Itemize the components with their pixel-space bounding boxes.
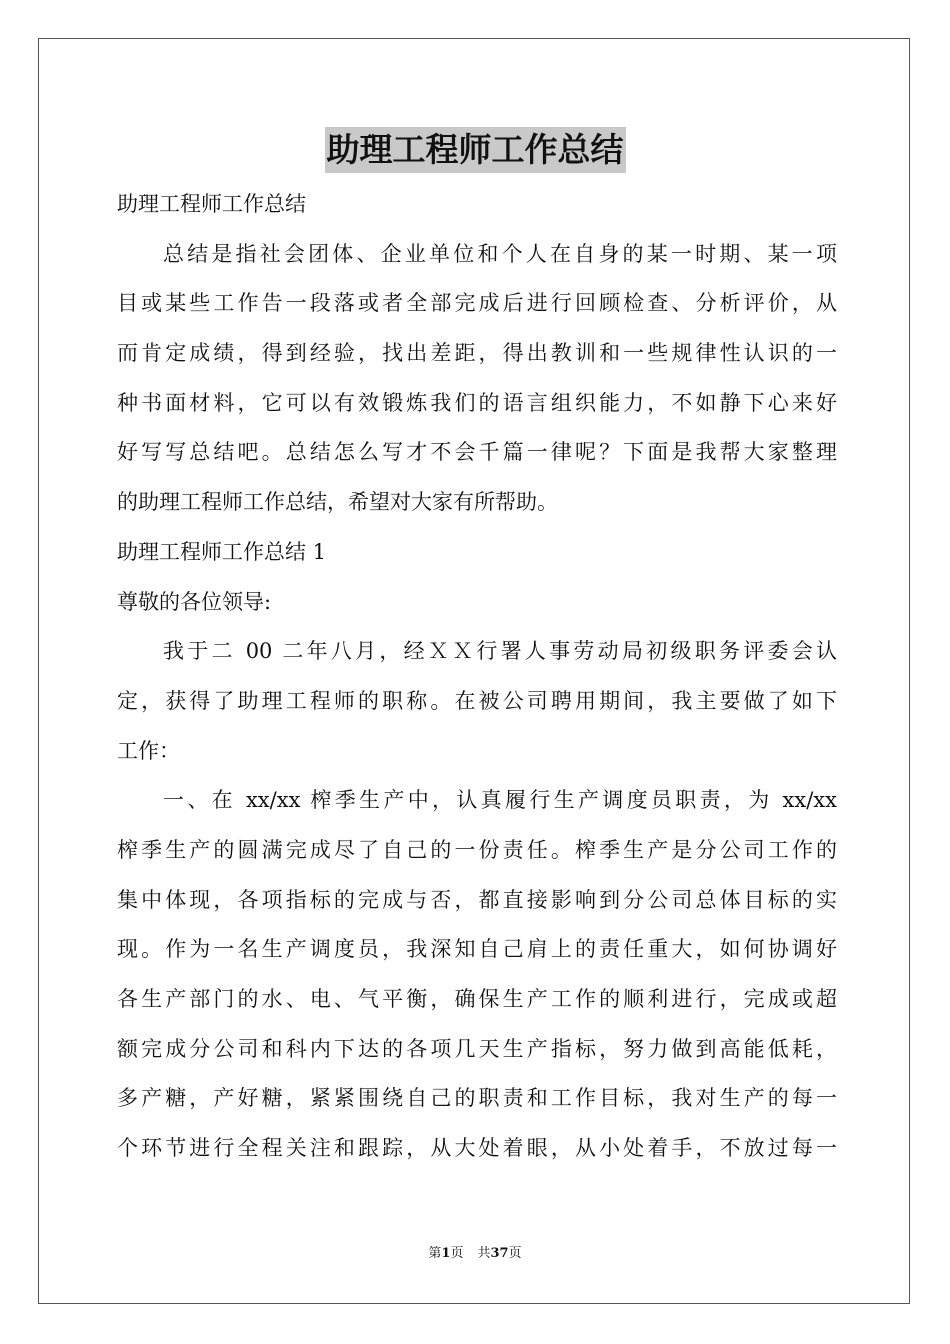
document-body bbox=[117, 180, 837, 1174]
text-line: 工作： bbox=[117, 738, 180, 763]
text-line: 多产糖，产好糖，紧紧围绕自己的职责和工作目标，我对生产的每一 bbox=[117, 1086, 837, 1111]
text-line: 目或某些工作告一段落或者全部完成后进行回顾检查、分析评价，从 bbox=[117, 291, 837, 316]
text-line: 总结是指社会团体、企业单位和个人在自身的某一时期、某一项 bbox=[163, 241, 837, 266]
total-label-pre: 共 bbox=[477, 1246, 491, 1261]
total-label-post: 页 bbox=[508, 1246, 522, 1261]
page-label-post: 页 bbox=[450, 1246, 464, 1261]
page-label-pre: 第 bbox=[428, 1246, 442, 1261]
text-line: 定，获得了助理工程师的职称。在被公司聘用期间，我主要做了如下 bbox=[117, 688, 837, 713]
document-title: 助理工程师工作总结 bbox=[325, 127, 626, 173]
text-line: 现。作为一名生产调度员，我深知自己肩上的责任重大，如何协调好 bbox=[117, 937, 837, 962]
page-footer bbox=[0, 1245, 950, 1263]
text-line: 各生产部门的水、电、气平衡，确保生产工作的顺利进行，完成或超 bbox=[117, 987, 837, 1011]
text-line: 榨季生产的圆满完成尽了自己的一份责任。榨季生产是分公司工作的 bbox=[117, 837, 837, 862]
text-line: 个环节进行全程关注和跟踪，从大处着眼，从小处着手，不放过每一 bbox=[117, 1136, 837, 1161]
title-container bbox=[0, 127, 950, 173]
text-line: 我于二 00 二年八月，经ＸＸ行署人事劳动局初级职务评委会认 bbox=[163, 639, 837, 664]
text-line: 集中体现，各项指标的完成与否，都直接影响到分公司总体目标的实 bbox=[117, 887, 837, 912]
text-line: 好写写总结吧。总结怎么写才不会千篇一律呢？下面是我帮大家整理 bbox=[117, 440, 837, 465]
text-line: 种书面材料，它可以有效锻炼我们的语言组织能力，不如静下心来好 bbox=[117, 390, 837, 415]
page-current: 1 bbox=[441, 1246, 451, 1261]
text-line: 的助理工程师工作总结，希望对大家有所帮助。 bbox=[117, 490, 558, 515]
text-line: 而肯定成绩，得到经验，找出差距，得出教训和一些规律性认识的一 bbox=[117, 341, 837, 366]
text-line: 额完成分公司和科内下达的各项几天生产指标，努力做到高能低耗， bbox=[117, 1036, 837, 1061]
page-total: 37 bbox=[490, 1246, 509, 1261]
text-line: 尊敬的各位领导: bbox=[117, 589, 272, 614]
text-line: 助理工程师工作总结 1 bbox=[117, 539, 327, 564]
text-line: 助理工程师工作总结 bbox=[117, 192, 306, 216]
text-line: 一、在 xx/xx 榨季生产中，认真履行生产调度员职责，为 xx/xx bbox=[163, 788, 837, 813]
